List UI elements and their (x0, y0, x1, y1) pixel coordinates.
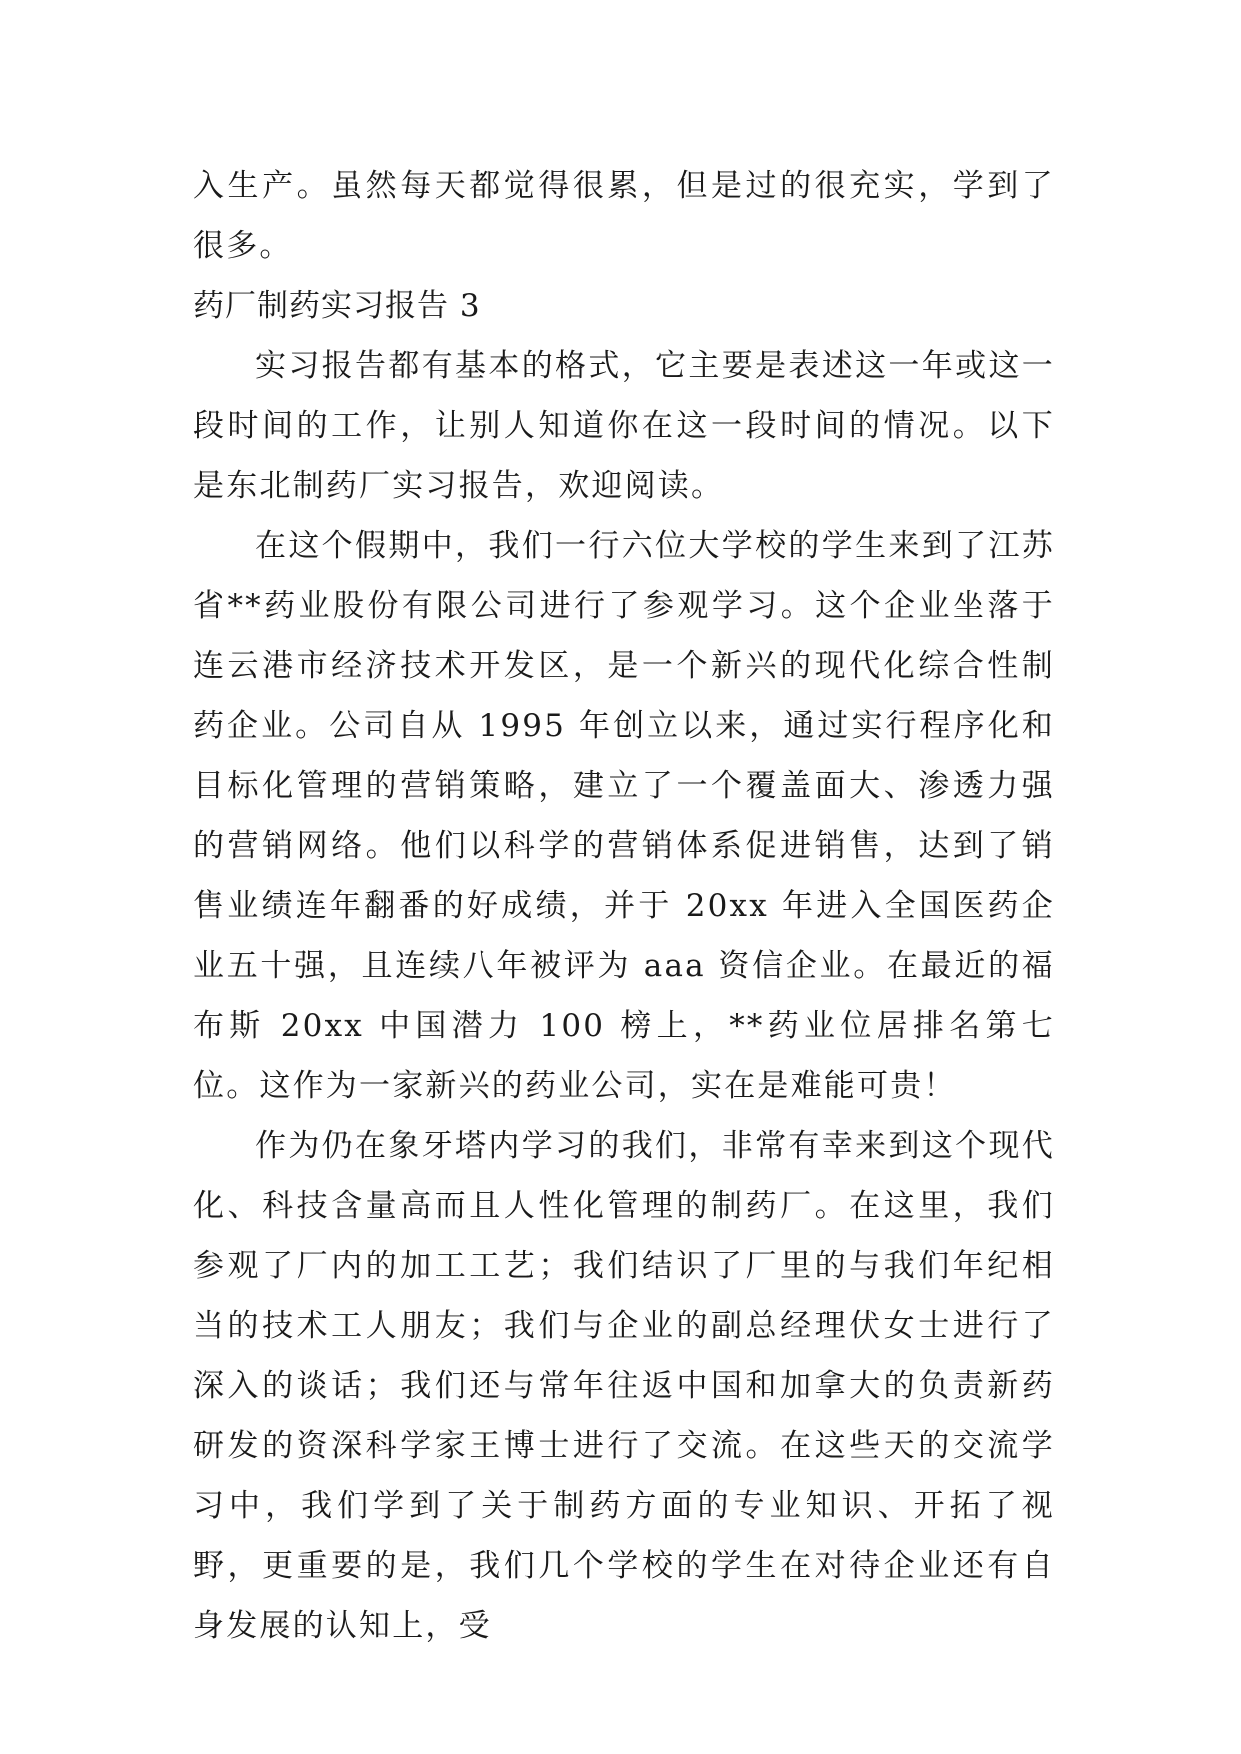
paragraph-intro: 实习报告都有基本的格式，它主要是表述这一年或这一段时间的工作，让别人知道你在这一段时间的情况。以下是东北制药厂实习报告，欢迎阅读。 (193, 348, 1055, 504)
paragraph-company: 在这个假期中，我们一行六位大学校的学生来到了江苏省**药业股份有限公司进行了参观学习。这个企业坐落于连云港市经济技术开发区，是一个新兴的现代化综合性制药企业。公司自从 1995 年创立以来，通过实行程序化和目标化管理的营销策略，建立了一个覆盖面大、渗透力强的营销网络。他们以科学的营销体系促进销售，达到了销售业绩连年翻番的好成绩，并于 20xx 年进入全国医药企业五十强，且连续八年被评为 aaa 资信企业。在最近的福布斯 20xx 中国潜力 100 榜上，**药业位居排名第七位。这作为一家新兴的药业公司，实在是难能可贵！ (193, 528, 1055, 1104)
document-body (193, 156, 1055, 1656)
paragraph-continuation: 入生产。虽然每天都觉得很累，但是过的很充实，学到了很多。 (193, 168, 1055, 264)
section-heading: 药厂制药实习报告 3 (193, 288, 481, 324)
paragraph-experience: 作为仍在象牙塔内学习的我们，非常有幸来到这个现代化、科技含量高而且人性化管理的制药厂。在这里，我们参观了厂内的加工工艺；我们结识了厂里的与我们年纪相当的技术工人朋友；我们与企业的副总经理伏女士进行了深入的谈话；我们还与常年往返中国和加拿大的负责新药研发的资深科学家王博士进行了交流。在这些天的交流学习中，我们学到了关于制药方面的专业知识、开拓了视野，更重要的是，我们几个学校的学生在对待企业还有自身发展的认知上，受 (193, 1128, 1055, 1644)
